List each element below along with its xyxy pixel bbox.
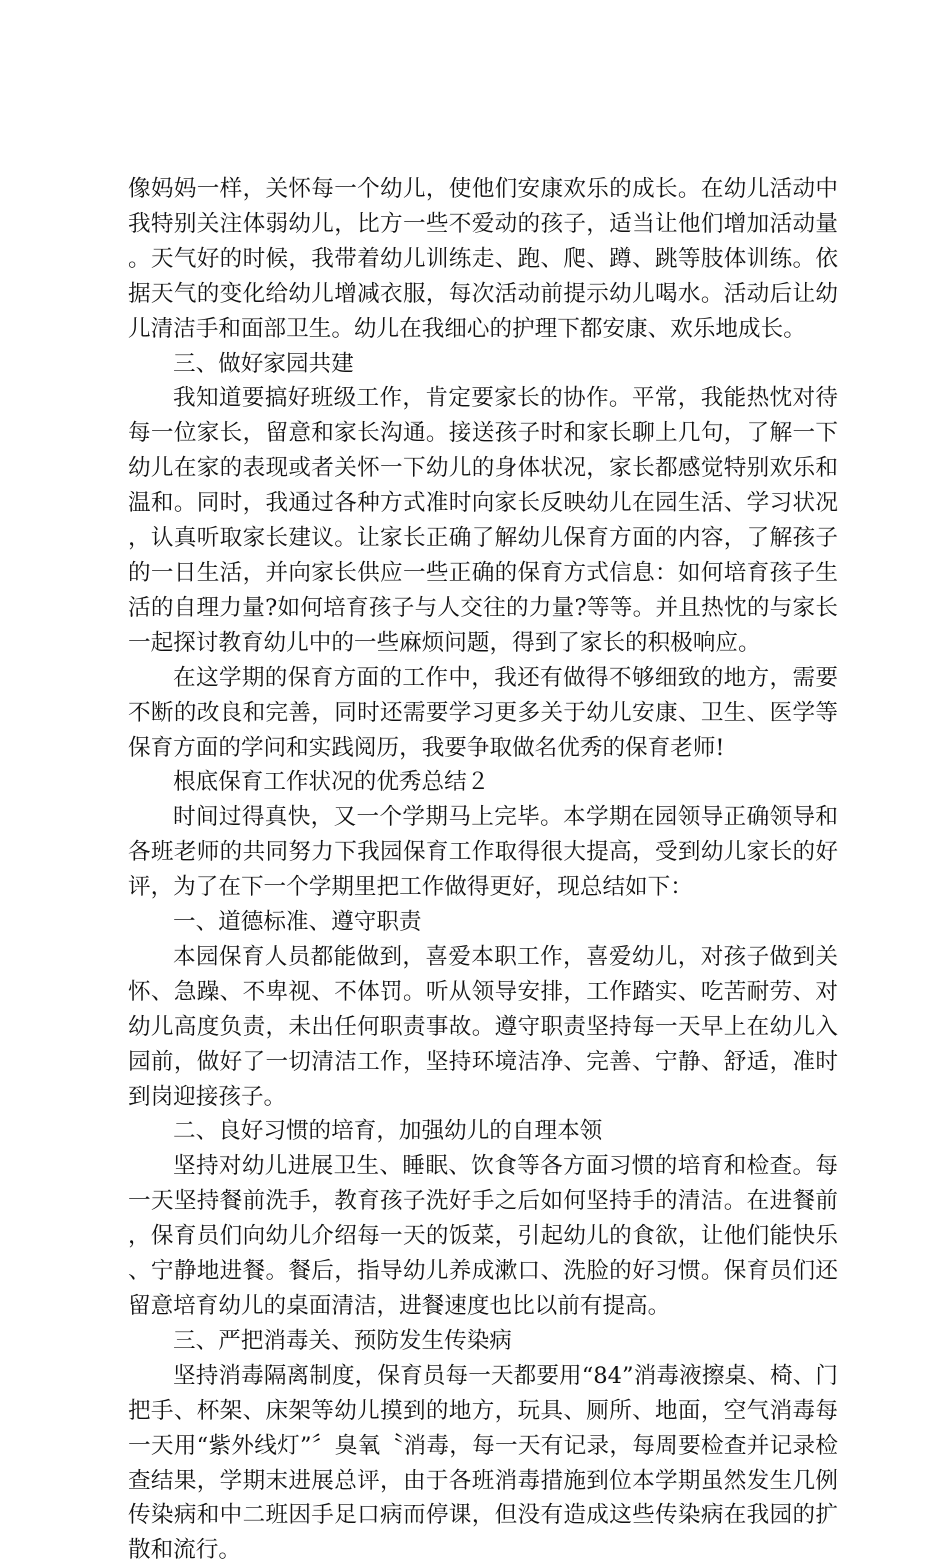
paragraph-parents: 我知道要搞好班级工作，肯定要家长的协作。平常，我能热忱对待每一位家长，留意和家长沟通。接送孩子时和家长聊上几句，了解一下幼儿在家的表现或者关怀一下幼儿的身体状况，家长都感觉特别欢乐和温和。同时，我通过各种方式准时向家长反映幼儿在园生活、学习状况，认真听取家长建议。让家长正确了解幼儿保育方面的内容，了解孩子的一日生活，并向家长供应一些正确的保育方式信息：如何培育孩子生活的自理力量?如何培育孩子与人交往的力量?等等。并且热忱的与家长一起探讨教育幼儿中的一些麻烦问题，得到了家长的积极响应。 — [128, 385, 838, 656]
paragraph-improvement: 在这学期的保育方面的工作中，我还有做得不够细致的地方，需要不断的改良和完善，同时还需要学习更多关于幼儿安康、卫生、医学等保育方面的学问和实践阅历，我要争取做名优秀的保育老师! — [128, 664, 838, 761]
document-body — [128, 172, 838, 1568]
section-heading-home-school: 三、做好家园共建 — [173, 350, 354, 377]
section-heading-ethics: 一、道德标准、遵守职责 — [173, 909, 422, 936]
summary-title-2: 根底保育工作状况的优秀总结２ — [173, 769, 490, 796]
section-heading-habits: 二、良好习惯的培育，加强幼儿的自理本领 — [173, 1118, 603, 1145]
paragraph-habits: 坚持对幼儿进展卫生、睡眠、饮食等各方面习惯的培育和检查。每一天坚持餐前洗手，教育孩子洗好手之后如何坚持手的清洁。在进餐前，保育员们向幼儿介绍每一天的饭菜，引起幼儿的食欲，让他们能快乐、宁静地进餐。餐后，指导幼儿养成漱口、洗脸的好习惯。保育员们还留意培育幼儿的桌面清洁，进餐速度也比以前有提高。 — [128, 1153, 838, 1319]
paragraph-care: 像妈妈一样，关怀每一个幼儿，使他们安康欢乐的成长。在幼儿活动中我特别关注体弱幼儿，比方一些不爱动的孩子，适当让他们增加活动量。天气好的时候，我带着幼儿训练走、跑、爬、蹲、跳等肢体训练。依据天气的变化给幼儿增减衣服，每次活动前提示幼儿喝水。活动后让幼儿清洁手和面部卫生。幼儿在我细心的护理下都安康、欢乐地成长。 — [128, 176, 838, 342]
paragraph-intro: 时间过得真快，又一个学期马上完毕。本学期在园领导正确领导和各班老师的共同努力下我园保育工作取得很大提高，受到幼儿家长的好评，为了在下一个学期里把工作做得更好，现总结如下： — [128, 804, 838, 901]
section-heading-disinfection: 三、严把消毒关、预防发生传染病 — [173, 1327, 512, 1354]
paragraph-disinfection: 坚持消毒隔离制度，保育员每一天都要用“84”消毒液擦桌、椅、门把手、杯架、床架等幼儿摸到的地方，玩具、厕所、地面，空气消毒每一天用“紫外线灯”〞臭氧〝消毒，每一天有记录，每周要检查并记录检查结果，学期末进展总评，由于各班消毒措施到位本学期虽然发生几例传染病和中二班因手足口病而停课，但没有造成这些传染病在我园的扩散和流行。 — [128, 1362, 838, 1564]
paragraph-ethics: 本园保育人员都能做到，喜爱本职工作，喜爱幼儿，对孩子做到关怀、急躁、不卑视、不体罚。听从领导安排，工作踏实、吃苦耐劳、对幼儿高度负责，未出任何职责事故。遵守职责坚持每一天早上在幼儿入园前，做好了一切清洁工作，坚持环境洁净、完善、宁静、舒适，准时到岗迎接孩子。 — [128, 943, 838, 1110]
